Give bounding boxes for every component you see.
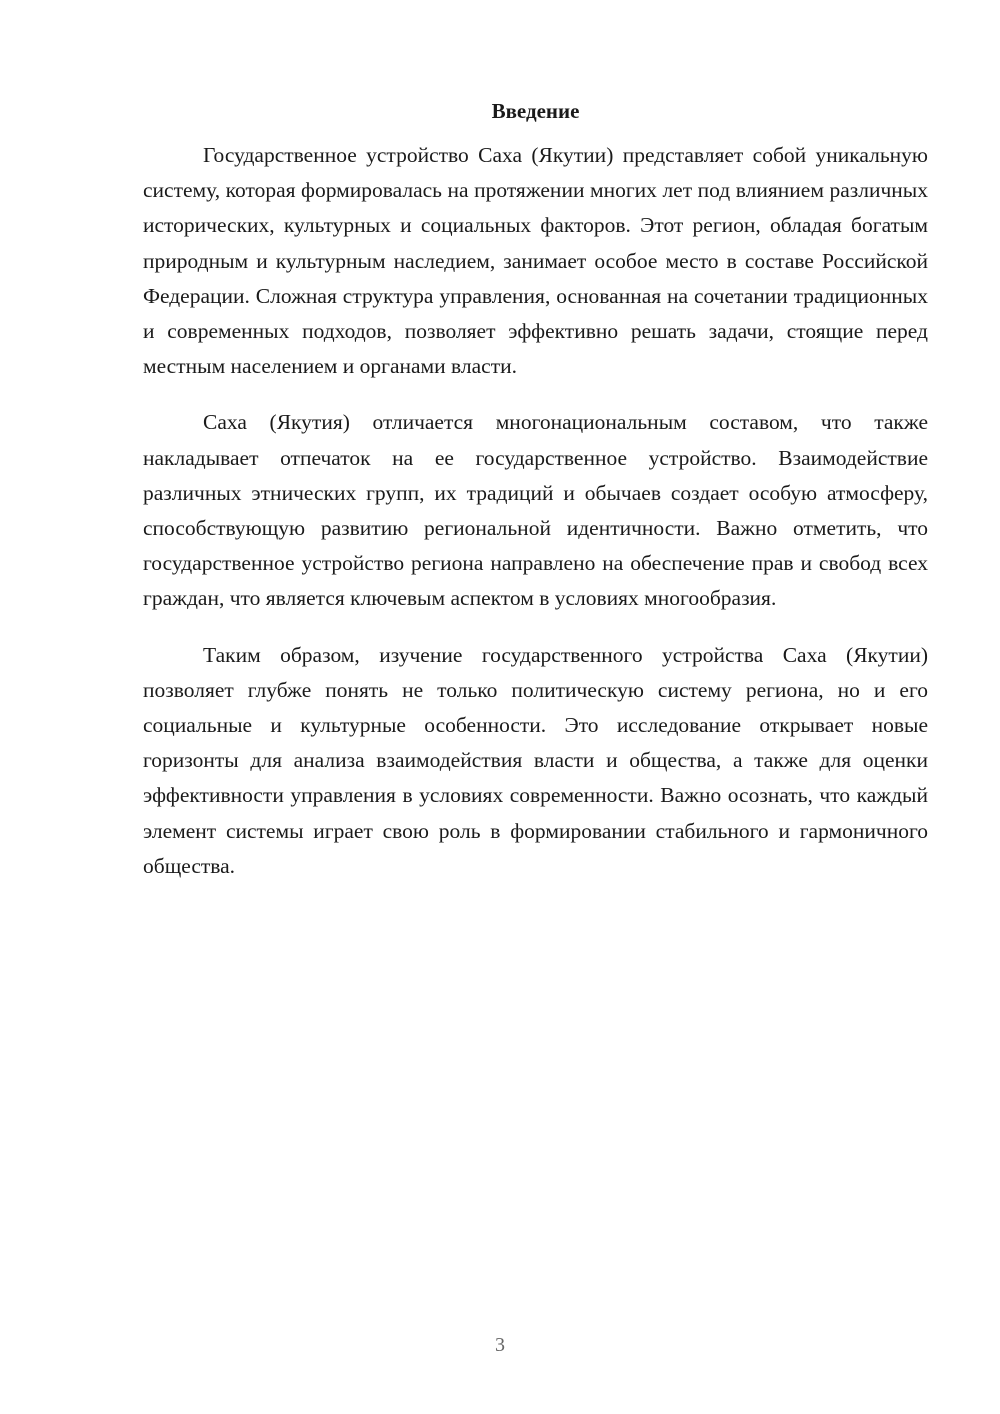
section-title: Введение xyxy=(491,99,580,123)
page-number: 3 xyxy=(495,1334,505,1356)
paragraph-2: Саха (Якутия) отличается многонациональным составом, что также накладывает отпечаток на ее государственное устройство. Взаимодействие различных этнических групп, их традиций и обычаев создает особую атмосферу, способствующую развитию региональной идентичности. Важно отметить, что государственное устройство региона направлено на обеспечение прав и свобод всех граждан, что является ключевым аспектом в условиях многообразия. xyxy=(143,410,928,611)
page-content xyxy=(143,96,928,905)
paragraph-3: Таким образом, изучение государственного устройства Саха (Якутии) позволяет глубже понять не только политическую систему региона, но и его социальные и культурные особенности. Это исследование открывает новые горизонты для анализа взаимодействия власти и общества, а также для оценки эффективности управления в условиях современности. Важно осознать, что каждый элемент системы играет свою роль в формировании стабильного и гармоничного общества. xyxy=(143,642,928,878)
paragraph-1: Государственное устройство Саха (Якутии) представляет собой уникальную систему, которая формировалась на протяжении многих лет под влиянием различных исторических, культурных и социальных факторов. Этот регион, обладая богатым природным и культурным наследием, занимает особое место в составе Российской Федерации. Сложная структура управления, основанная на сочетании традиционных и современных подходов, позволяет эффективно решать задачи, стоящие перед местным населением и органами власти. xyxy=(143,143,928,379)
